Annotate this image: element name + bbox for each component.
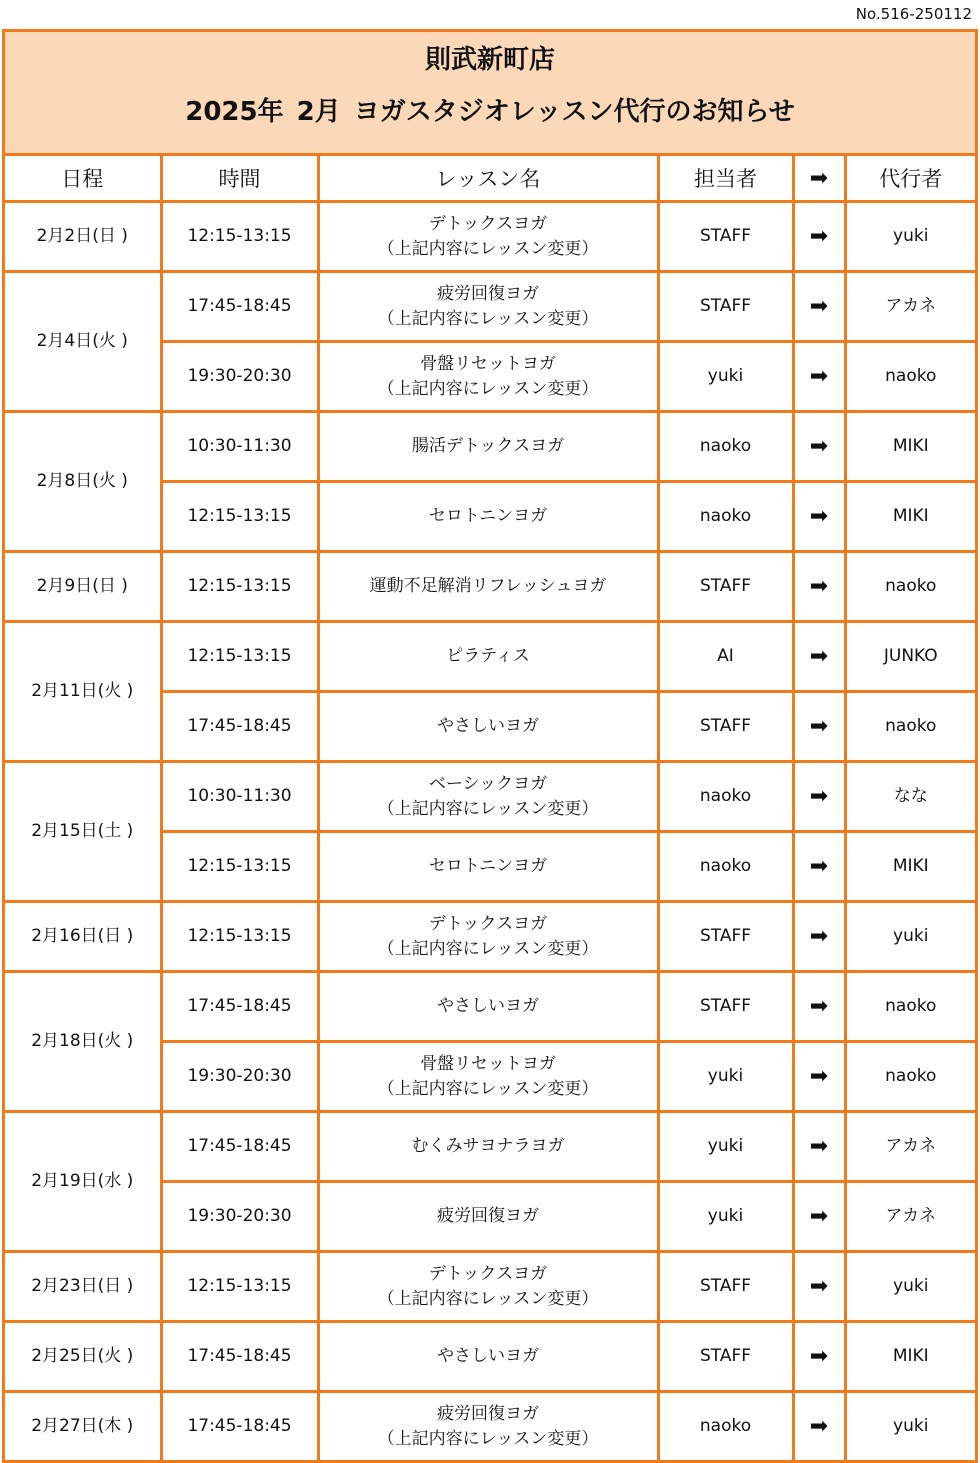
- time-cell: 12:15-13:15: [161, 1252, 318, 1322]
- col-header-time: 時間: [161, 156, 318, 202]
- lesson-name: やさしいヨガ: [437, 996, 539, 1016]
- table-header-row: [5, 156, 975, 202]
- substitute-cell: yuki: [845, 1252, 975, 1322]
- table-row: [5, 762, 975, 832]
- lesson-cell: [318, 1252, 658, 1322]
- substitute-cell: MIKI: [845, 482, 975, 552]
- date-cell: 2月23日(日 ): [5, 1252, 161, 1322]
- table-row: [5, 902, 975, 972]
- document-number: No.516-250112: [855, 5, 972, 23]
- arrow-icon: ➡: [793, 972, 845, 1042]
- arrow-icon: ➡: [793, 1042, 845, 1112]
- date-cell: 2月16日(日 ): [5, 902, 161, 972]
- table-row: [5, 552, 975, 622]
- lesson-cell: [318, 552, 658, 622]
- col-header-date: 日程: [5, 156, 161, 202]
- lesson-name: 骨盤リセットヨガ: [420, 1053, 556, 1074]
- lesson-name: ベーシックヨガ: [428, 773, 548, 794]
- lesson-change-note: （上記内容にレッスン変更）: [377, 938, 599, 959]
- arrow-icon: ➡: [793, 202, 845, 272]
- instructor-cell: naoko: [658, 1392, 793, 1461]
- arrow-icon: ➡: [793, 832, 845, 902]
- instructor-cell: STAFF: [658, 902, 793, 972]
- substitute-cell: JUNKO: [845, 622, 975, 692]
- lesson-name: デトックスヨガ: [428, 1263, 548, 1284]
- arrow-icon: ➡: [793, 272, 845, 342]
- arrow-icon: ➡: [793, 482, 845, 552]
- lesson-name: 腸活デトックスヨガ: [411, 436, 565, 456]
- arrow-icon: ➡: [793, 1392, 845, 1461]
- table-body: [5, 202, 975, 1461]
- instructor-cell: naoko: [658, 412, 793, 482]
- lesson-name: 疲労回復ヨガ: [437, 1403, 539, 1424]
- instructor-cell: STAFF: [658, 692, 793, 762]
- arrow-icon: ➡: [793, 342, 845, 412]
- arrow-icon: ➡: [793, 1252, 845, 1322]
- arrow-icon: ➡: [793, 1112, 845, 1182]
- instructor-cell: yuki: [658, 1042, 793, 1112]
- instructor-cell: yuki: [658, 342, 793, 412]
- arrow-icon: ➡: [793, 622, 845, 692]
- time-cell: 17:45-18:45: [161, 1322, 318, 1392]
- table-row: [5, 1252, 975, 1322]
- lesson-cell: [318, 1042, 658, 1112]
- lesson-cell: [318, 1322, 658, 1392]
- lesson-cell: [318, 482, 658, 552]
- time-cell: 19:30-20:30: [161, 1042, 318, 1112]
- table-row: [5, 412, 975, 482]
- time-cell: 12:15-13:15: [161, 552, 318, 622]
- lesson-change-note: （上記内容にレッスン変更）: [377, 1078, 599, 1099]
- schedule-sheet: [2, 29, 978, 1463]
- instructor-cell: STAFF: [658, 552, 793, 622]
- lesson-name: セロトニンヨガ: [428, 506, 548, 526]
- instructor-cell: STAFF: [658, 1322, 793, 1392]
- time-cell: 12:15-13:15: [161, 622, 318, 692]
- date-cell: 2月2日(日 ): [5, 202, 161, 272]
- lesson-name: 骨盤リセットヨガ: [420, 353, 556, 374]
- arrow-icon: ➡: [793, 762, 845, 832]
- instructor-cell: naoko: [658, 832, 793, 902]
- lesson-cell: [318, 202, 658, 272]
- substitute-cell: naoko: [845, 552, 975, 622]
- time-cell: 17:45-18:45: [161, 1112, 318, 1182]
- lesson-name: デトックスヨガ: [428, 913, 548, 934]
- time-cell: 19:30-20:30: [161, 342, 318, 412]
- substitute-cell: naoko: [845, 1042, 975, 1112]
- date-cell: 2月18日(火 ): [5, 972, 161, 1112]
- col-header-instructor: 担当者: [658, 156, 793, 202]
- substitute-cell: なな: [845, 762, 975, 832]
- substitute-cell: yuki: [845, 202, 975, 272]
- lesson-name: 運動不足解消リフレッシュヨガ: [369, 576, 607, 596]
- time-cell: 10:30-11:30: [161, 762, 318, 832]
- instructor-cell: yuki: [658, 1182, 793, 1252]
- substitute-cell: アカネ: [845, 272, 975, 342]
- lesson-cell: [318, 412, 658, 482]
- store-name: 則武新町店: [424, 45, 555, 75]
- lesson-name: 疲労回復ヨガ: [437, 1206, 539, 1226]
- table-row: [5, 972, 975, 1042]
- col-header-substitute: 代行者: [845, 156, 975, 202]
- arrow-icon: ➡: [793, 552, 845, 622]
- lesson-cell: [318, 832, 658, 902]
- date-cell: 2月9日(日 ): [5, 552, 161, 622]
- lesson-cell: [318, 692, 658, 762]
- lesson-change-note: （上記内容にレッスン変更）: [377, 308, 599, 329]
- substitute-cell: アカネ: [845, 1182, 975, 1252]
- lesson-name: デトックスヨガ: [428, 213, 548, 234]
- col-header-arrow-icon: ➡: [793, 156, 845, 202]
- lesson-cell: [318, 1112, 658, 1182]
- date-cell: 2月25日(火 ): [5, 1322, 161, 1392]
- time-cell: 17:45-18:45: [161, 272, 318, 342]
- lesson-cell: [318, 1392, 658, 1461]
- table-row: [5, 1392, 975, 1461]
- lesson-change-note: （上記内容にレッスン変更）: [377, 378, 599, 399]
- substitute-cell: yuki: [845, 902, 975, 972]
- lesson-cell: [318, 972, 658, 1042]
- lesson-change-note: （上記内容にレッスン変更）: [377, 1288, 599, 1309]
- time-cell: 10:30-11:30: [161, 412, 318, 482]
- time-cell: 19:30-20:30: [161, 1182, 318, 1252]
- date-cell: 2月19日(水 ): [5, 1112, 161, 1252]
- instructor-cell: STAFF: [658, 1252, 793, 1322]
- lesson-name: やさしいヨガ: [437, 1346, 539, 1366]
- lesson-cell: [318, 762, 658, 832]
- date-cell: 2月15日(土 ): [5, 762, 161, 902]
- lesson-name: ピラティス: [446, 646, 530, 666]
- time-cell: 12:15-13:15: [161, 202, 318, 272]
- arrow-icon: ➡: [793, 692, 845, 762]
- lesson-name: セロトニンヨガ: [428, 856, 548, 876]
- arrow-icon: ➡: [793, 1182, 845, 1252]
- col-header-lesson: レッスン名: [318, 156, 658, 202]
- substitute-cell: yuki: [845, 1392, 975, 1461]
- notice-title: 2025年 2月 ヨガスタジオレッスン代行のお知らせ: [185, 97, 795, 127]
- lesson-name: むくみサヨナラヨガ: [411, 1136, 565, 1156]
- instructor-cell: AI: [658, 622, 793, 692]
- date-cell: 2月27日(木 ): [5, 1392, 161, 1461]
- time-cell: 12:15-13:15: [161, 902, 318, 972]
- instructor-cell: naoko: [658, 482, 793, 552]
- instructor-cell: STAFF: [658, 272, 793, 342]
- arrow-icon: ➡: [793, 902, 845, 972]
- time-cell: 17:45-18:45: [161, 692, 318, 762]
- table-row: [5, 272, 975, 342]
- date-cell: 2月8日(火 ): [5, 412, 161, 552]
- instructor-cell: STAFF: [658, 972, 793, 1042]
- substitute-cell: MIKI: [845, 1322, 975, 1392]
- substitute-cell: MIKI: [845, 412, 975, 482]
- time-cell: 17:45-18:45: [161, 1392, 318, 1461]
- table-row: [5, 1112, 975, 1182]
- lesson-name: 疲労回復ヨガ: [437, 283, 539, 304]
- table-row: [5, 202, 975, 272]
- substitute-cell: naoko: [845, 972, 975, 1042]
- time-cell: 12:15-13:15: [161, 482, 318, 552]
- lesson-cell: [318, 1182, 658, 1252]
- substitution-table: [5, 156, 975, 1460]
- lesson-cell: [318, 902, 658, 972]
- lesson-change-note: （上記内容にレッスン変更）: [377, 1428, 599, 1449]
- lesson-cell: [318, 622, 658, 692]
- lesson-cell: [318, 272, 658, 342]
- arrow-icon: ➡: [793, 412, 845, 482]
- date-cell: 2月4日(火 ): [5, 272, 161, 412]
- substitute-cell: MIKI: [845, 832, 975, 902]
- time-cell: 12:15-13:15: [161, 832, 318, 902]
- arrow-icon: ➡: [793, 1322, 845, 1392]
- substitute-cell: naoko: [845, 692, 975, 762]
- instructor-cell: yuki: [658, 1112, 793, 1182]
- instructor-cell: STAFF: [658, 202, 793, 272]
- date-cell: 2月11日(火 ): [5, 622, 161, 762]
- table-row: [5, 1322, 975, 1392]
- lesson-cell: [318, 342, 658, 412]
- time-cell: 17:45-18:45: [161, 972, 318, 1042]
- lesson-name: やさしいヨガ: [437, 716, 539, 736]
- instructor-cell: naoko: [658, 762, 793, 832]
- table-row: [5, 622, 975, 692]
- header-banner: [5, 32, 975, 156]
- lesson-change-note: （上記内容にレッスン変更）: [377, 798, 599, 819]
- substitute-cell: アカネ: [845, 1112, 975, 1182]
- substitute-cell: naoko: [845, 342, 975, 412]
- lesson-change-note: （上記内容にレッスン変更）: [377, 238, 599, 259]
